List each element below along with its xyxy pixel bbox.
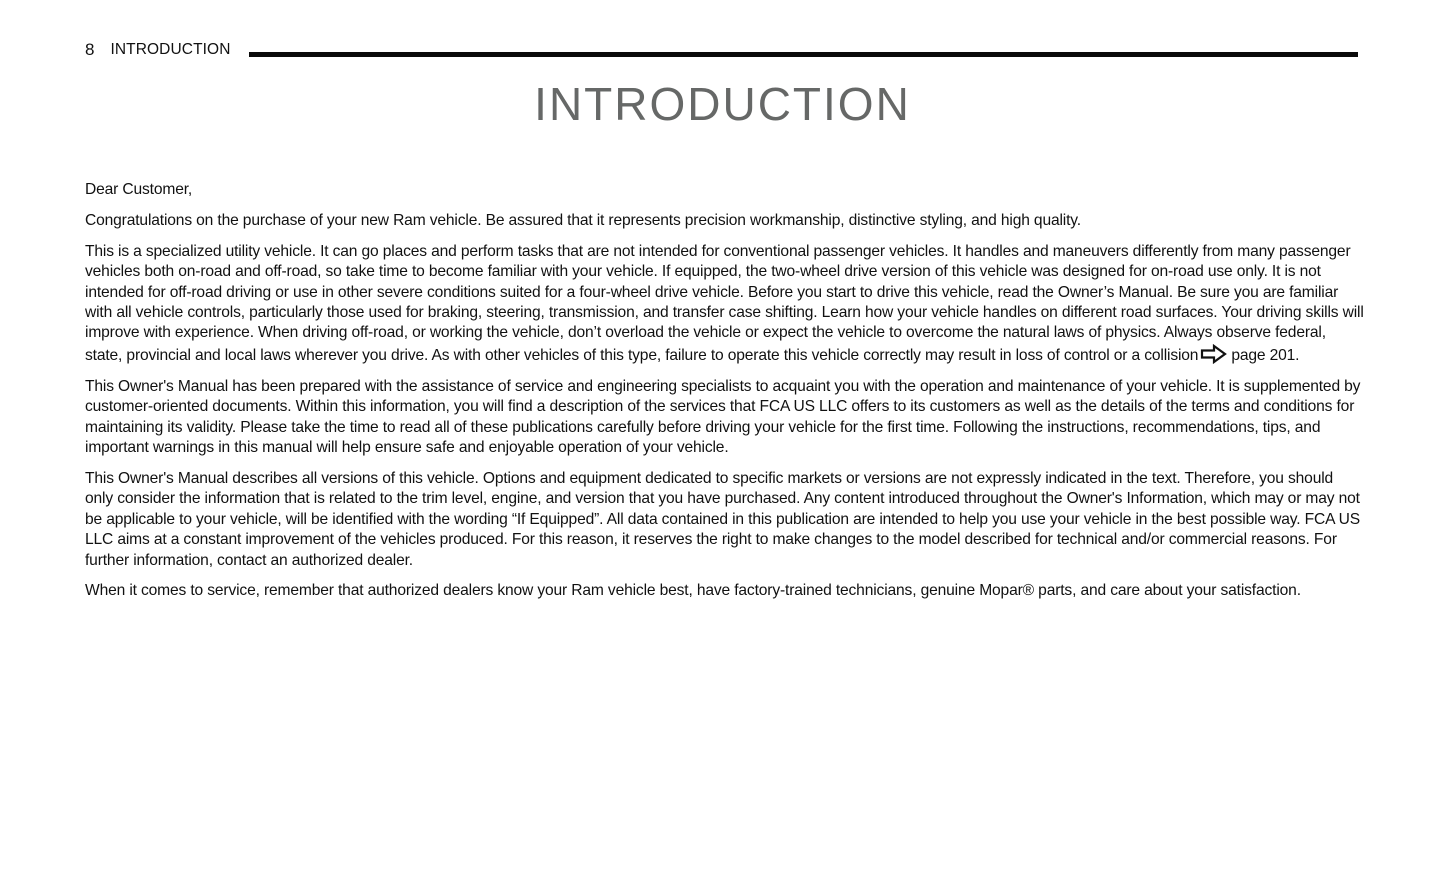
running-header <box>85 38 1358 62</box>
greeting: Dear Customer, <box>85 181 193 198</box>
page-reference-link[interactable]: page 201. <box>1231 346 1300 364</box>
page-number: 8 <box>85 40 95 59</box>
paragraph-manual-versions: This Owner's Manual describes all versions of this vehicle. Options and equipment dedicated to specific markets or versions are not expressly indicated in the text. Therefore, you should only consider the information that is related to the trim level, engine, and version that you have purchased. Any content introduced throughout the Owner's Information, which may or may not be applicable to your vehicle, will be identified with the wording “If Equipped”. All data contained in this publication are intended to help you use your vehicle in the best possible way. FCA US LLC aims at a constant improvement of the vehicles produced. For this reason, it reserves the right to make changes to the model described for technical and/or commercial reasons. For further information, contact an authorized dealer. <box>85 469 1361 569</box>
chapter-title: INTRODUCTION <box>534 78 911 130</box>
running-section-name: INTRODUCTION <box>110 41 231 58</box>
paragraph-manual-prepared: This Owner's Manual has been prepared with the assistance of service and engineering specialists to acquaint you with the operation and maintenance of your vehicle. It is supplemented by customer-oriented documents. Within this information, you will find a description of the services that FCA US LLC offers to its customers as well as the details of the terms and conditions for maintaining its validity. Please take the time to read all of these publications carefully before driving your vehicle for the first time. Following the instructions, recommendations, tips, and important warnings in this manual will help ensure safe and enjoyable operation of your vehicle. <box>85 377 1361 456</box>
paragraph-service: When it comes to service, remember that authorized dealers know your Ram vehicle best, have factory-trained technicians, genuine Mopar® parts, and care about your satisfaction. <box>85 582 1301 600</box>
right-arrow-outline-icon <box>1200 344 1228 364</box>
header-rule <box>249 52 1359 57</box>
paragraph-congratulations: Congratulations on the purchase of your new Ram vehicle. Be assured that it represents precision workmanship, distinctive styling, and high quality. <box>85 211 1081 229</box>
body-content <box>85 180 1365 612</box>
paragraph-utility-vehicle <box>85 242 1365 366</box>
paragraph-utility-vehicle-text: This is a specialized utility vehicle. It can go places and perform tasks that are not intended for conventional passenger vehicles. It handles and maneuvers differently from many passenger vehicles both on-road and off-road, so take time to become familiar with your vehicle. If equipped, the two-wheel drive version of this vehicle was designed for on-road use only. It is not intended for off-road driving or use in other severe conditions suited for a four-wheel drive vehicle. Before you start to drive this vehicle, read the Owner’s Manual. Be sure you are familiar with all vehicle controls, particularly those used for braking, steering, transmission, and transfer case shifting. Learn how your vehicle handles on different road surfaces. Your driving skills will improve with experience. When driving off-road, or working the vehicle, don’t overload the vehicle or expect the vehicle to overcome the natural laws of physics. Always observe federal, state, provincial and local laws wherever you drive. As with other vehicles of this type, failure to operate this vehicle correctly may result in loss of control or a collision <box>85 242 1364 364</box>
